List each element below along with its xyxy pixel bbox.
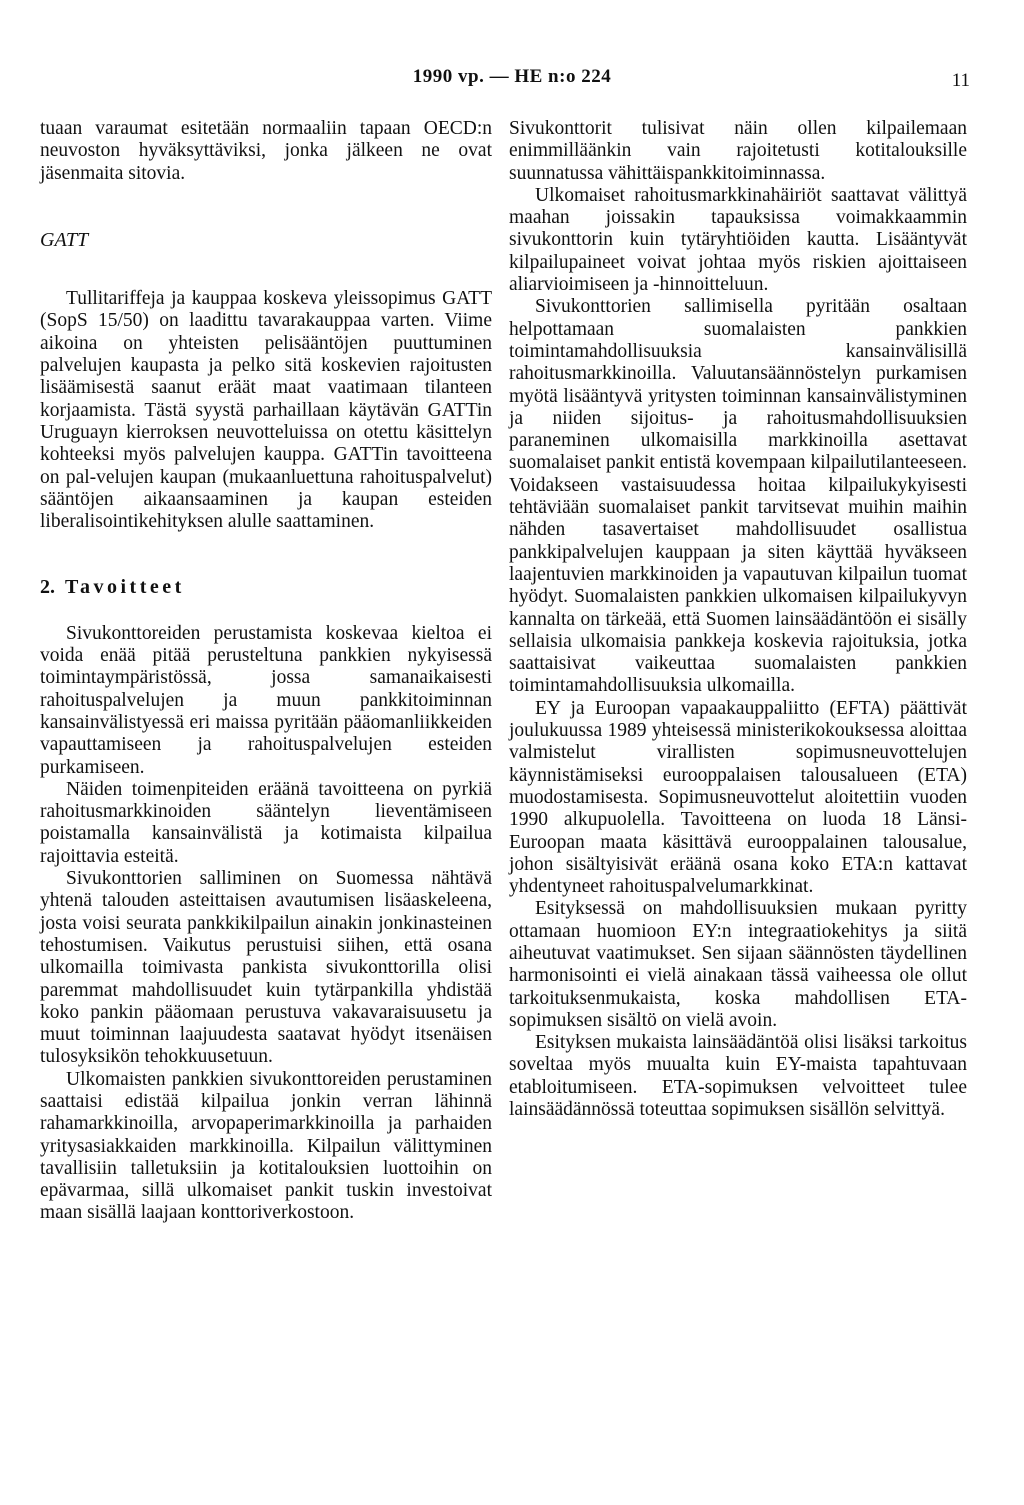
running-head: 1990 vp. — HE n:o 224 — [412, 66, 612, 87]
section-title: Tavoitteet — [65, 576, 185, 599]
section-number: 2. — [40, 576, 55, 599]
paragraph: Näiden toimenpiteiden eräänä tavoitteena on pyrkiä rahoitusmarkkinoiden sääntelyn lieventämiseen poistamalla kansainvälistä ja kotimaista kilpailua rajoittavia esteitä. — [40, 778, 492, 867]
paragraph: Sivukonttorien sallimisella pyritään osaltaan helpottamaan suomalaisten pankkien toimintamahdollisuuksia kansainvälisillä rahoitusmarkkinoilla. Valuutansäännöstelyn purkamisen myötä lisääntyvä yritysten toiminnan kansainvälistyminen ja niiden sijoitus- ja rahoitusmahdollisuuksien paraneminen ulkomaisilla markkinoilla asettavat suomalaiset pankit entistä kovempaan kilpailutilanteeseen. Voidakseen vastaisuudessa hoitaa kilpailukykyisesti tehtäviään suomalaiset pankit tarvitsevat muihin maihin nähden tasavertaiset mahdollisuudet osallistua pankkipalvelujen kauppaan ja siten käyttää hyväkseen laajentuvien markkinoiden ja vapautuvan kilpailun tuomat hyödyt. Suomalaisten pankkien ulkomaisen kilpailukyvyn kannalta on tärkeää, että Suomen lainsäädäntöön ei sisälly sellaisia ulkomaisia pankkeja koskevia rajoituksia, jotka saattaisivat vaikeuttaa suomalaisten pankkien toimintamahdollisuuksia ulkomailla. — [509, 296, 967, 697]
page-number: 11 — [951, 70, 970, 91]
paragraph: Tullitariffeja ja kauppaa koskeva yleissopimus GATT (SopS 15/50) on laadittu tavarakauppaa varten. Viime aikoina on yhteisten pelisääntöjen puuttuminen palvelujen kaupasta ja pelko sitä koskevien rajoitusten lisäämisestä saanut eräät maat vaatimaan tilanteen korjaamista. Tästä syystä parhaillaan käytävän GATTin Uruguayn kierroksen neuvotteluissa on otettu käsittelyn kohteeksi myös palvelujen kauppa. GATTin tavoitteena on pal-velujen kaupan (mukaanluettuna rahoituspalvelut) sääntöjen aikaansaaminen ja kaupan esteiden liberalisointikehityksen alulle saattaminen. — [40, 288, 492, 533]
paragraph: EY ja Euroopan vapaakauppaliitto (EFTA) päättivät joulukuussa 1989 yhteisessä ministerikokouksessa aloittaa valmistelut virallisten sopimusneuvottelujen käynnistämiseksi eurooppalaisen talousalueen (ETA) muodostamisesta. Sopimusneuvottelut aloitettiin vuoden 1990 alkupuolella. Tavoitteena on luoda 18 Länsi-Euroopan maata käsittävä eurooppalainen talousalue, johon sisältyisivät eräänä osana koko ETA:n kattavat yhdentyneet rahoituspalvelumarkkinat. — [509, 697, 967, 898]
paragraph: Sivukonttorit tulisivat näin ollen kilpailemaan enimmilläänkin vain rajoitetusti kotitalouksille suunnatussa vähittäispankkitoiminnassa. — [509, 118, 967, 184]
paragraph: tuaan varaumat esitetään normaaliin tapaan OECD:n neuvoston hyväksyttäviksi, jonka jälkeen ne ovat jäsenmaita sitovia. — [40, 118, 492, 184]
paragraph: Esityksessä on mahdollisuuksien mukaan pyritty ottamaan huomioon EY:n integraatiokehitys ja siitä aiheutuvat vaatimukset. Sen sijaan säännösten täydellinen harmonisointi ei vielä ainakaan tässä vaiheessa ole ollut tarkoituksenmukaista, koska mahdollisen ETA-sopimuksen sisältö on vielä avoin. — [509, 898, 967, 1031]
page-header — [0, 66, 1024, 96]
section-heading — [40, 576, 492, 598]
paragraph: Sivukonttorien salliminen on Suomessa nähtävä yhtenä talouden asteittaisen avautumisen lisäaskeleena, josta voisi seurata pankkikilpailun ainakin jonkinasteinen tehostumisen. Vaikutus perustuisi siihen, että osana ulkomailla toimivasta pankista sivukonttorilla olisi paremmat mahdollisuudet kuin tytärpankilla yhdistää koko pankin pääomaan perustuva vakavaraisuusetu ja muut toiminnan laajuudesta saatavat hyödyt itsenäisen tulosyksikön tehokkuusetuun. — [40, 868, 492, 1068]
gatt-heading: GATT — [40, 228, 89, 251]
paragraph: Ulkomaisten pankkien sivukonttoreiden perustaminen saattaisi edistää kilpailua jonkin verran lähinnä rahamarkkinoilla, arvopaperimarkkinoilla ja parhaiden yritysasiakkaiden markkinoilla. Kilpailun välittyminen tavallisiin talletuksiin ja kotitalouksien luottoihin on epävarmaa, sillä ulkomaiset pankit tuskin investoivat maan sisällä laajaan konttoriverkostoon. — [40, 1068, 492, 1224]
right-column — [509, 118, 967, 1121]
paragraph: Sivukonttoreiden perustamista koskevaa kieltoa ei voida enää pitää perusteltuna pankkien nykyisessä toimintaympäristössä, jossa samanaikaisesti rahoituspalvelujen ja muun pankkitoiminnan kansainvälistyessä eri maissa pyritään pääomanliikkeiden vapauttamiseen ja rahoituspalvelujen esteiden purkamiseen. — [40, 622, 492, 778]
paragraph: Ulkomaiset rahoitusmarkkinahäiriöt saattavat välittyä maahan joissakin tapauksissa voimakkaammin sivukonttorin kuin tytäryhtiöiden kautta. Lisääntyvät kilpailupaineet voivat johtaa myös riskien ajoittaiseen aliarvioimiseen ja -hinnoitteluun. — [509, 184, 967, 296]
paragraph: Esityksen mukaista lainsäädäntöä olisi lisäksi tarkoitus soveltaa myös muualta kuin EY-maista tapahtuvaan etabloitumiseen. ETA-sopimuksen velvoitteet tulee lainsäädännössä toteuttaa sopimuksen sisällön selvittyä. — [509, 1032, 967, 1121]
left-column — [40, 118, 492, 1225]
